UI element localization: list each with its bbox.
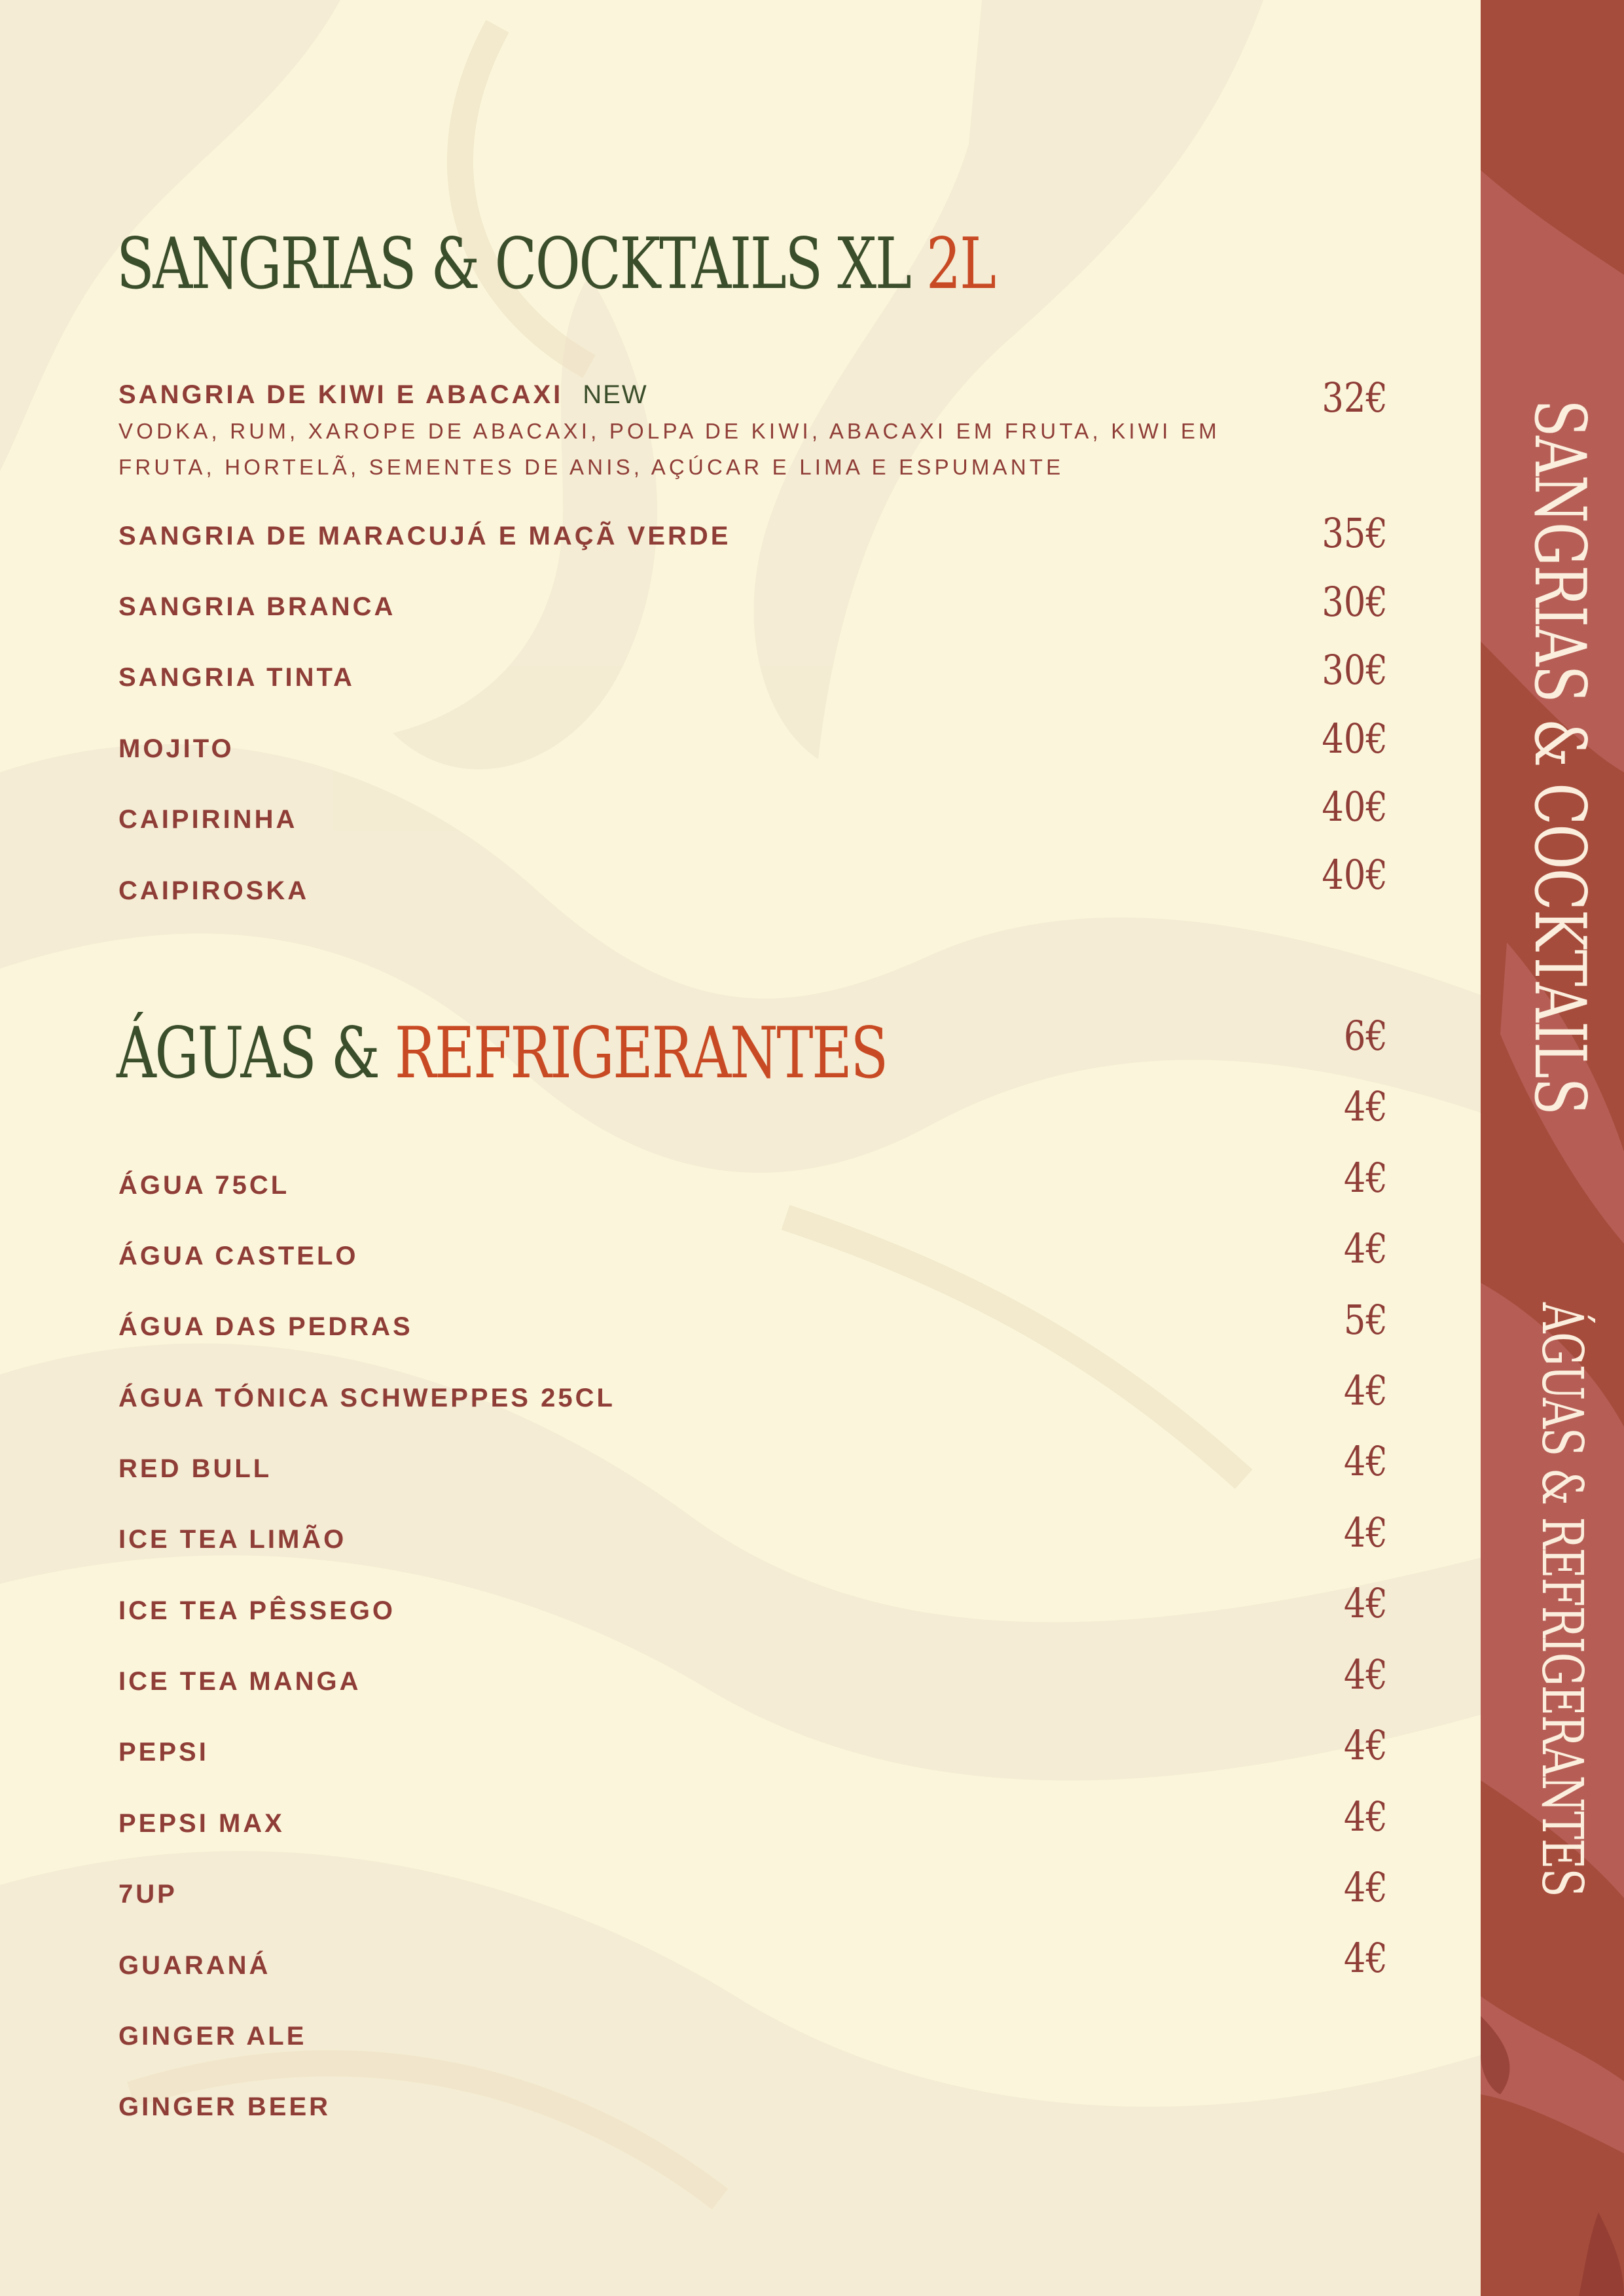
menu-item-name: ÁGUA TÓNICA SCHWEPPES 25CL [118,1384,615,1412]
menu-item-name: ICE TEA PÊSSEGO [118,1596,396,1625]
menu-item-price: 32€ [1322,374,1388,422]
menu-item-name: PEPSI [118,1738,209,1767]
section-title-main: SANGRIAS & COCKTAILS XL [117,223,911,305]
menu-item-price: 40€ [1322,851,1388,899]
side-panel-texture [1481,0,1624,2296]
menu-item-price: 4€ [1343,1934,1388,1982]
menu-item-price: 4€ [1343,1651,1388,1698]
menu-item-name: GUARANÁ [118,1951,271,1980]
menu-item-price: 4€ [1343,1863,1388,1911]
menu-item-name: CAIPIROSKA [118,876,310,905]
menu-item-name: ÁGUA DAS PEDRAS [118,1312,413,1341]
menu-item-price: 4€ [1343,1509,1388,1556]
menu-item-price: 4€ [1343,1437,1388,1485]
menu-item-price: 4€ [1343,1225,1388,1272]
menu-item-price: 4€ [1343,1154,1388,1202]
side-label-aguas: ÁGUAS & REFRIGERANTES [1529,1302,1595,1897]
menu-item-price: 4€ [1343,1579,1388,1627]
menu-item-name: PEPSI MAX [118,1809,285,1838]
item-name-text: SANGRIA DE KIWI E ABACAXI [118,380,564,409]
menu-item-price: 6€ [1343,1012,1388,1060]
menu-item-name: ÁGUA CASTELO [118,1242,359,1270]
menu-item-name: SANGRIA DE MARACUJÁ E MAÇÃ VERDE [118,522,731,550]
menu-item-name [118,382,648,408]
menu-item-price: 40€ [1322,715,1388,762]
menu-item-name: SANGRIA TINTA [118,663,355,692]
menu-item-name: GINGER ALE [118,2022,307,2051]
menu-item-name: MOJITO [118,734,234,763]
menu-item-description: VODKA, RUM, XAROPE DE ABACAXI, POLPA DE KIWI, ABACAXI EM FRUTA, KIWI EM FRUTA, HORTELÃ, SEMENTES DE ANIS, AÇÚCAR E LIMA E ESPUMANTE [118,419,1220,479]
section-title-accent: 2L [926,223,995,305]
menu-item-name: GINGER BEER [118,2092,331,2121]
menu-item-price: 30€ [1322,646,1388,694]
menu-item-price: 4€ [1343,1793,1388,1840]
new-badge: NEW [583,380,648,409]
section-title-accent: REFRIGERANTES [394,1013,887,1094]
side-panel [1481,0,1624,2296]
menu-item-price: 4€ [1343,1083,1388,1130]
section-title-main: ÁGUAS & [117,1013,379,1094]
section-title-aguas [117,1013,887,1094]
menu-item-name: ICE TEA MANGA [118,1667,361,1696]
menu-item-price: 30€ [1322,578,1388,626]
side-label-sangrias: SANGRIAS & COCKTAILS [1519,399,1600,1115]
menu-item-name: 7UP [118,1880,177,1909]
menu-item-price: 40€ [1322,783,1388,831]
menu-item-price: 5€ [1343,1296,1388,1344]
menu-item-name: ICE TEA LIMÃO [118,1525,347,1554]
menu-item-name: ÁGUA 75CL [118,1171,290,1200]
menu-item-name: CAIPIRINHA [118,805,298,834]
menu-item-name: SANGRIA BRANCA [118,592,396,621]
menu-item-name: RED BULL [118,1454,272,1483]
menu-item-price: 4€ [1343,1721,1388,1769]
section-title-sangrias [117,223,995,305]
menu-item-price: 4€ [1343,1367,1388,1414]
menu-item-price: 35€ [1322,509,1388,557]
